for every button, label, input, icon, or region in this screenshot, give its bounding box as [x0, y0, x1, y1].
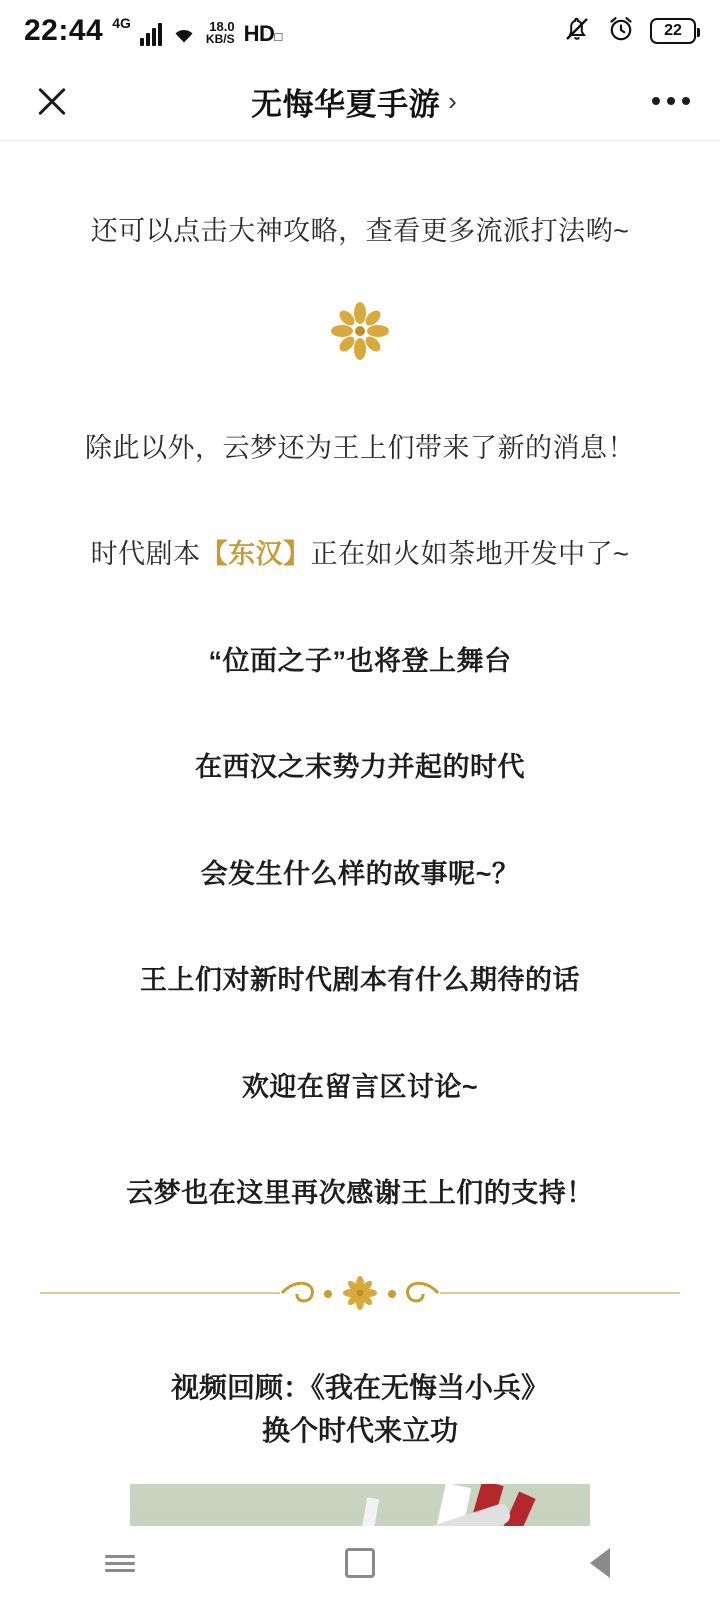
- status-bar-left: [24, 16, 282, 46]
- more-options-icon[interactable]: [634, 97, 690, 105]
- paragraph-3-after: 正在如火如荼地开发中了~: [310, 539, 630, 569]
- signal-bars-icon: [140, 22, 162, 46]
- paragraph-8: 欢迎在留言区讨论~: [241, 1071, 479, 1102]
- paragraph-9: 云梦也在这里再次感谢王上们的支持！: [126, 1178, 594, 1208]
- flower-ornament-icon: [40, 300, 680, 362]
- wifi-icon: [171, 23, 197, 45]
- chevron-right-icon: ›: [448, 86, 457, 116]
- battery-icon: [650, 18, 696, 44]
- system-nav-bar: [0, 1526, 720, 1600]
- paragraph-4: “位面之子”也将登上舞台: [208, 645, 512, 676]
- flourish-divider: [40, 1272, 680, 1314]
- paragraph-6: 会发生什么样的故事呢~？: [200, 858, 520, 889]
- back-icon[interactable]: [540, 1533, 660, 1593]
- paragraph-5: 在西汉之末势力并起的时代: [195, 752, 525, 782]
- paragraph-3: [40, 534, 680, 575]
- data-rate-value: 18.0: [209, 19, 235, 34]
- status-bar-right: [562, 14, 696, 49]
- data-rate-indicator: [206, 21, 235, 45]
- page-title[interactable]: [251, 79, 457, 124]
- paragraph-2: 除此以外，云梦还为王上们带来了新的消息！: [85, 432, 635, 463]
- script-name-highlight: 【东汉】: [200, 539, 311, 569]
- video-section-title: [40, 1366, 680, 1453]
- video-title-line-2: 换个时代来立功: [261, 1414, 458, 1446]
- recent-apps-icon[interactable]: [60, 1533, 180, 1593]
- data-rate-unit: KB/S: [205, 32, 235, 46]
- status-time: 22:44: [24, 14, 104, 47]
- status-bar: [0, 0, 720, 62]
- page-title-text: 无悔华夏手游: [251, 86, 441, 122]
- paragraph-1: 还可以点击大神攻略，查看更多流派打法哟~: [90, 216, 630, 246]
- paragraph-3-before: 时代剧本: [90, 539, 201, 569]
- article-body: [0, 211, 720, 1600]
- battery-level: 22: [664, 22, 682, 39]
- alarm-clock-icon: [606, 14, 636, 49]
- close-icon[interactable]: [30, 79, 74, 123]
- home-icon[interactable]: [300, 1533, 420, 1593]
- header-divider: [0, 140, 720, 141]
- hd-voice-icon: HD□: [243, 21, 282, 46]
- title-bar: [0, 62, 720, 140]
- mute-bell-icon: [562, 14, 592, 49]
- network-type-label: 4G: [112, 15, 131, 31]
- video-title-line-1: 视频回顾：《我在无悔当小兵》: [170, 1371, 549, 1403]
- paragraph-7: 王上们对新时代剧本有什么期待的话: [140, 965, 580, 995]
